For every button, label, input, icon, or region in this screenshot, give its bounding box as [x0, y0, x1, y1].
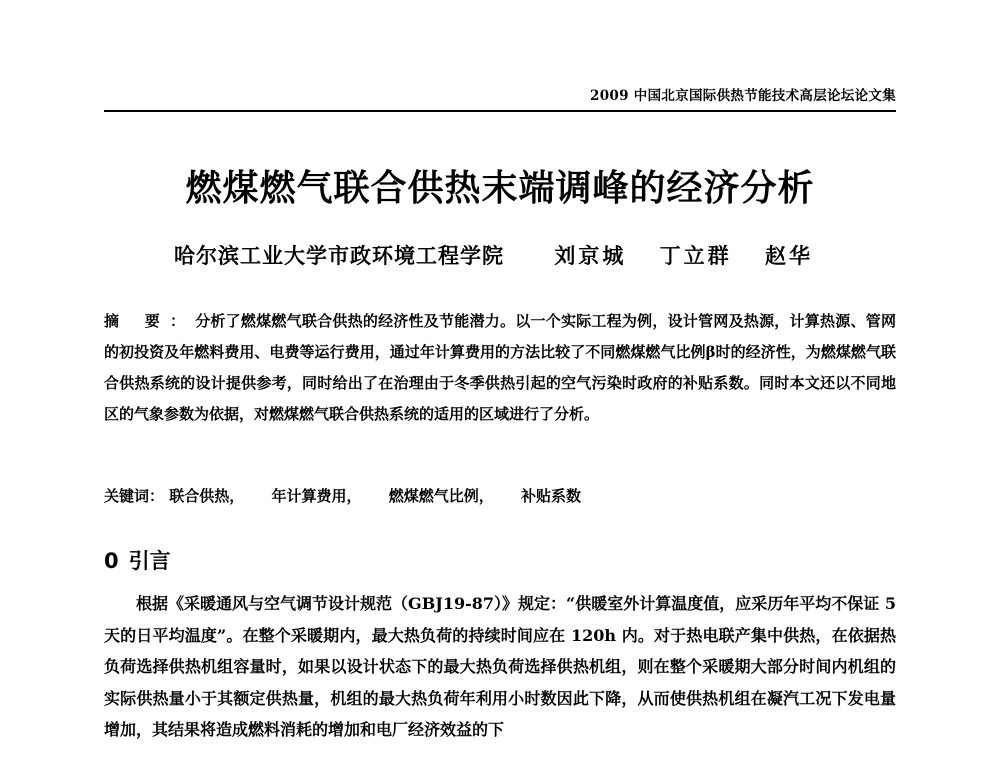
body-paragraph: 根据《采暖通风与空气调节设计规范（GBJ19-87）》规定：“供暖室外计算温度值，应采历年平均不保证 5 天的日平均温度”。在整个采暖期内，最大热负荷的持续时间应在 120h 内。对于热电联产集中供热，在依据热负荷选择供热机组容量时，如果以设计状态下的最大热负荷选择供热机组，则在整个采暖期大部分时间内机组的实际供热量小于其额定供热量，机组的最大热负荷年利用小时数因此下降，从而使供热机组在凝汽工况下发电量增加，其结果将造成燃料消耗的增加和电厂经济效益的下: [104, 594, 896, 739]
keyword: 联合供热，: [169, 487, 245, 505]
paper-title: 燃煤燃气联合供热末端调峰的经济分析: [185, 168, 815, 209]
author-name: 刘京城: [554, 243, 627, 268]
abstract: [104, 306, 896, 430]
keywords-label: 关键词：: [104, 487, 165, 505]
section-title: 引言: [128, 549, 171, 573]
header-rule: [104, 110, 896, 112]
section-heading: [104, 545, 171, 575]
keyword: 补贴系数: [521, 487, 582, 505]
keywords: [104, 483, 896, 509]
author-affiliation: 哈尔滨工业大学市政环境工程学院: [174, 243, 505, 268]
section-number: 0: [104, 549, 119, 573]
author-name: 丁立群: [659, 243, 732, 268]
abstract-label: 摘 要：: [104, 312, 196, 330]
keyword: 燃煤燃气比例，: [388, 487, 494, 505]
author-line: [0, 240, 1000, 270]
keyword: 年计算费用，: [271, 487, 362, 505]
author-name: 赵华: [764, 243, 813, 268]
running-header: 2009 中国北京国际供热节能技术高层论坛论文集: [590, 88, 896, 104]
abstract-text: 分析了燃煤燃气联合供热的经济性及节能潜力。以一个实际工程为例，设计管网及热源，计算热源、管网的初投资及年燃料费用、电费等运行费用，通过年计算费用的方法比较了不同燃煤燃气比例β时的经济性，为燃煤燃气联合供热系统的设计提供参考，同时给出了在治理由于冬季供热引起的空气污染时政府的补贴系数。同时本文还以不同地区的气象参数为依据，对燃煤燃气联合供热系统的适用的区域进行了分析。: [104, 312, 896, 423]
